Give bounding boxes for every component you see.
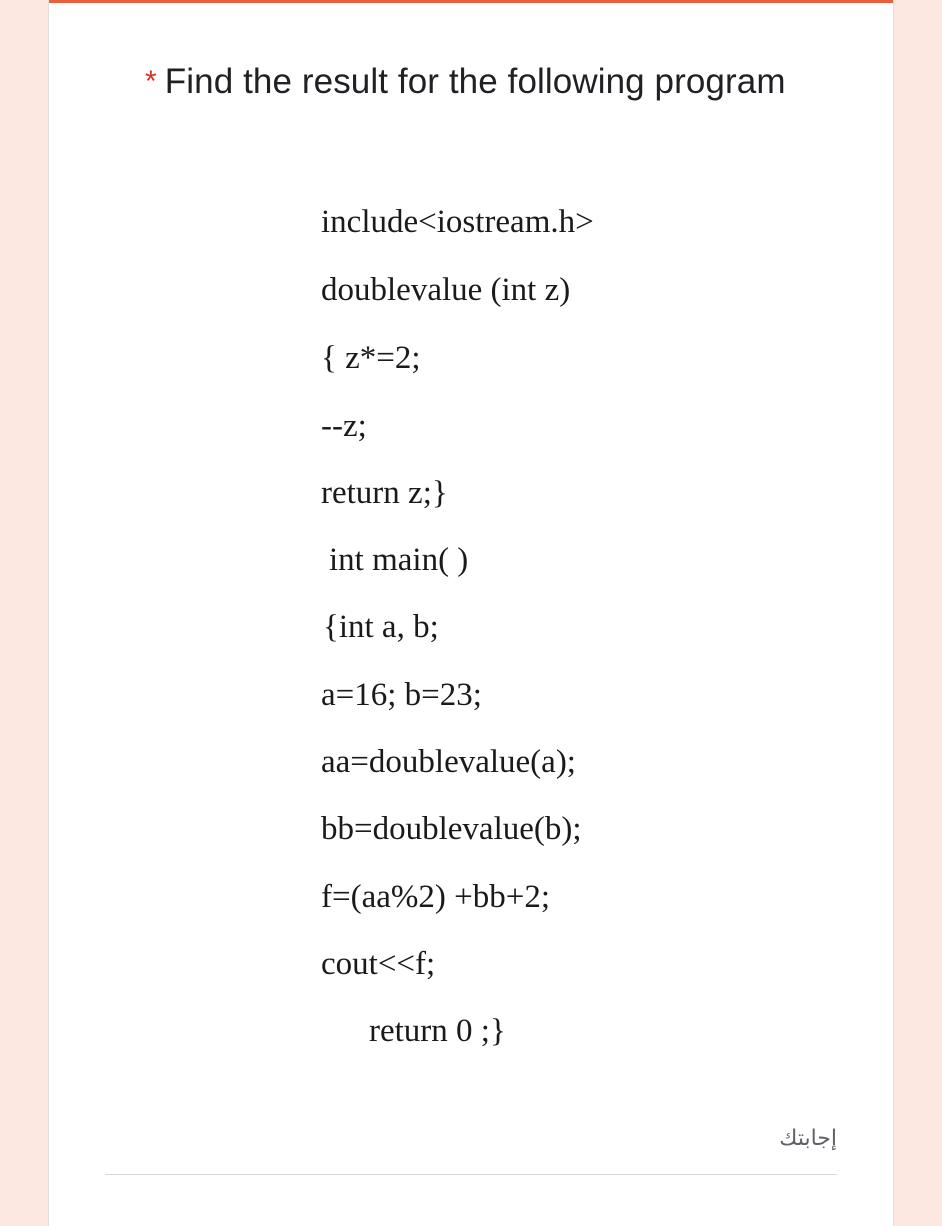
code-line: f=(aa%2) +bb+2; (321, 879, 551, 915)
card-accent-bar (49, 0, 893, 3)
code-line: cout<<f; (321, 946, 436, 982)
answer-field[interactable] (105, 1172, 837, 1175)
code-line: a=16; b=23; (321, 677, 482, 713)
code-line: doublevalue (int z) (321, 272, 571, 308)
code-line: aa=doublevalue(a); (321, 744, 576, 780)
code-line: include<iostream.h> (321, 204, 594, 240)
question-text: Find the result for the following program (164, 62, 786, 101)
answer-placeholder[interactable]: إجابتك (779, 1126, 837, 1151)
code-line: { z*=2; (321, 340, 421, 376)
code-line: return 0 ;} (369, 1013, 506, 1049)
question-title (145, 62, 786, 102)
required-marker: * (145, 65, 157, 98)
code-line: bb=doublevalue(b); (321, 811, 582, 847)
code-image (301, 180, 701, 1060)
code-line: --z; (321, 408, 367, 444)
code-line: {int a, b; (323, 609, 439, 645)
question-card (48, 0, 894, 1226)
code-line: int main( ) (329, 542, 469, 578)
code-line: return z;} (321, 475, 448, 511)
